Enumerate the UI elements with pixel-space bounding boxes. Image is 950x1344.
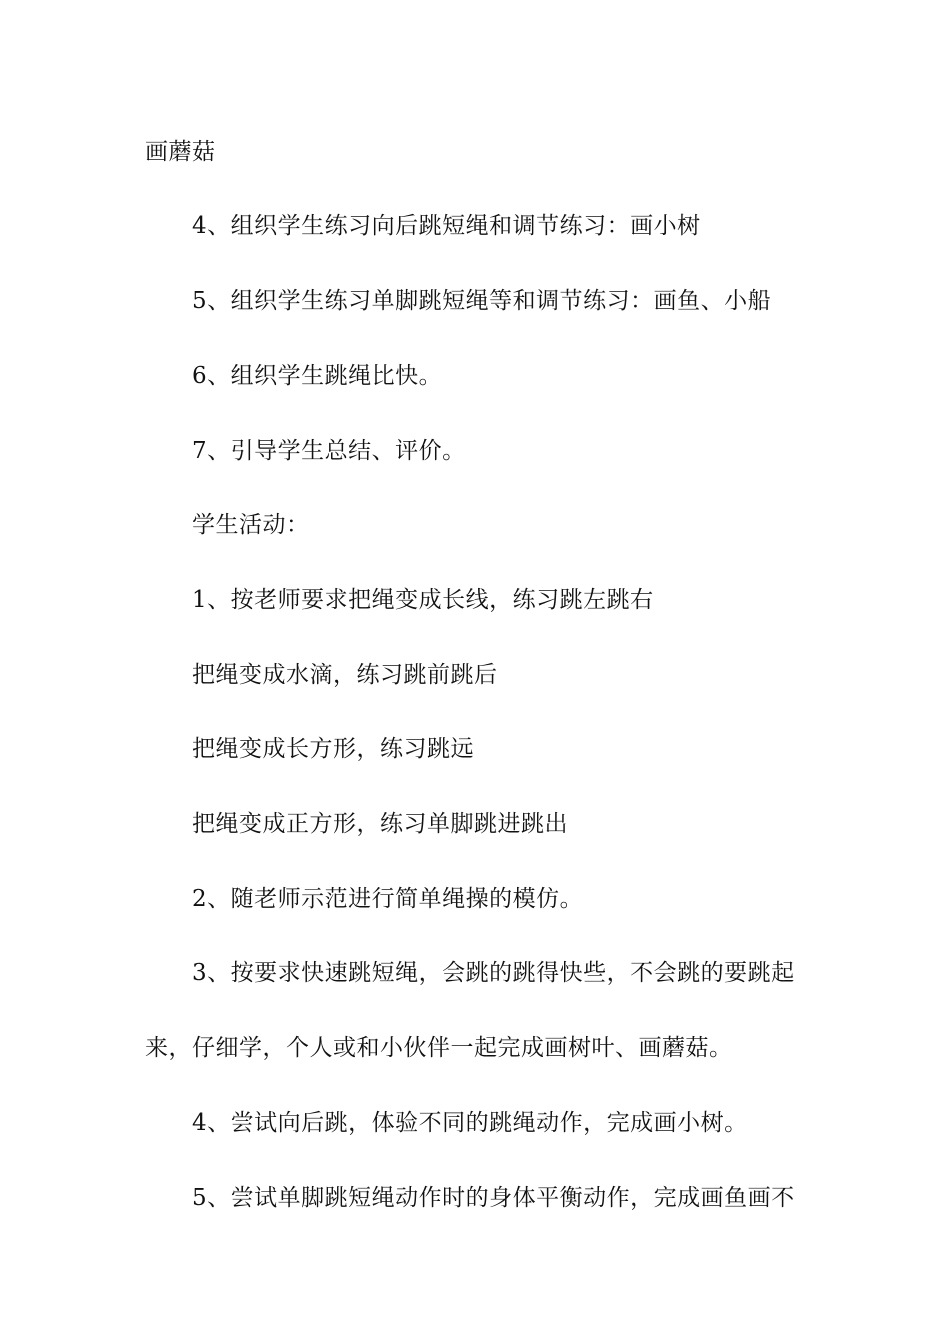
text-line: 5、组织学生练习单脚跳短绳等和调节练习：画鱼、小船	[192, 288, 772, 314]
text-line: 6、组织学生跳绳比快。	[192, 363, 443, 389]
text-line: 7、引导学生总结、评价。	[192, 438, 466, 464]
text-line: 4、尝试向后跳，体验不同的跳绳动作，完成画小树。	[192, 1110, 748, 1136]
text-line: 把绳变成长方形，练习跳远	[192, 736, 474, 762]
text-line: 画蘑菇	[145, 139, 216, 165]
text-line: 把绳变成水滴，练习跳前跳后	[192, 662, 498, 688]
text-line: 2、随老师示范进行简单绳操的模仿。	[192, 886, 584, 912]
text-line: 4、组织学生练习向后跳短绳和调节练习：画小树	[192, 213, 701, 239]
section-heading: 学生活动：	[192, 512, 310, 538]
text-line: 5、尝试单脚跳短绳动作时的身体平衡动作，完成画鱼画不	[192, 1185, 795, 1211]
text-line: 来，仔细学，个人或和小伙伴一起完成画树叶、画蘑菇。	[145, 1035, 733, 1061]
text-line: 3、按要求快速跳短绳，会跳的跳得快些，不会跳的要跳起	[192, 960, 795, 986]
text-line: 把绳变成正方形，练习单脚跳进跳出	[192, 811, 568, 837]
text-line: 1、按老师要求把绳变成长线，练习跳左跳右	[192, 587, 654, 613]
